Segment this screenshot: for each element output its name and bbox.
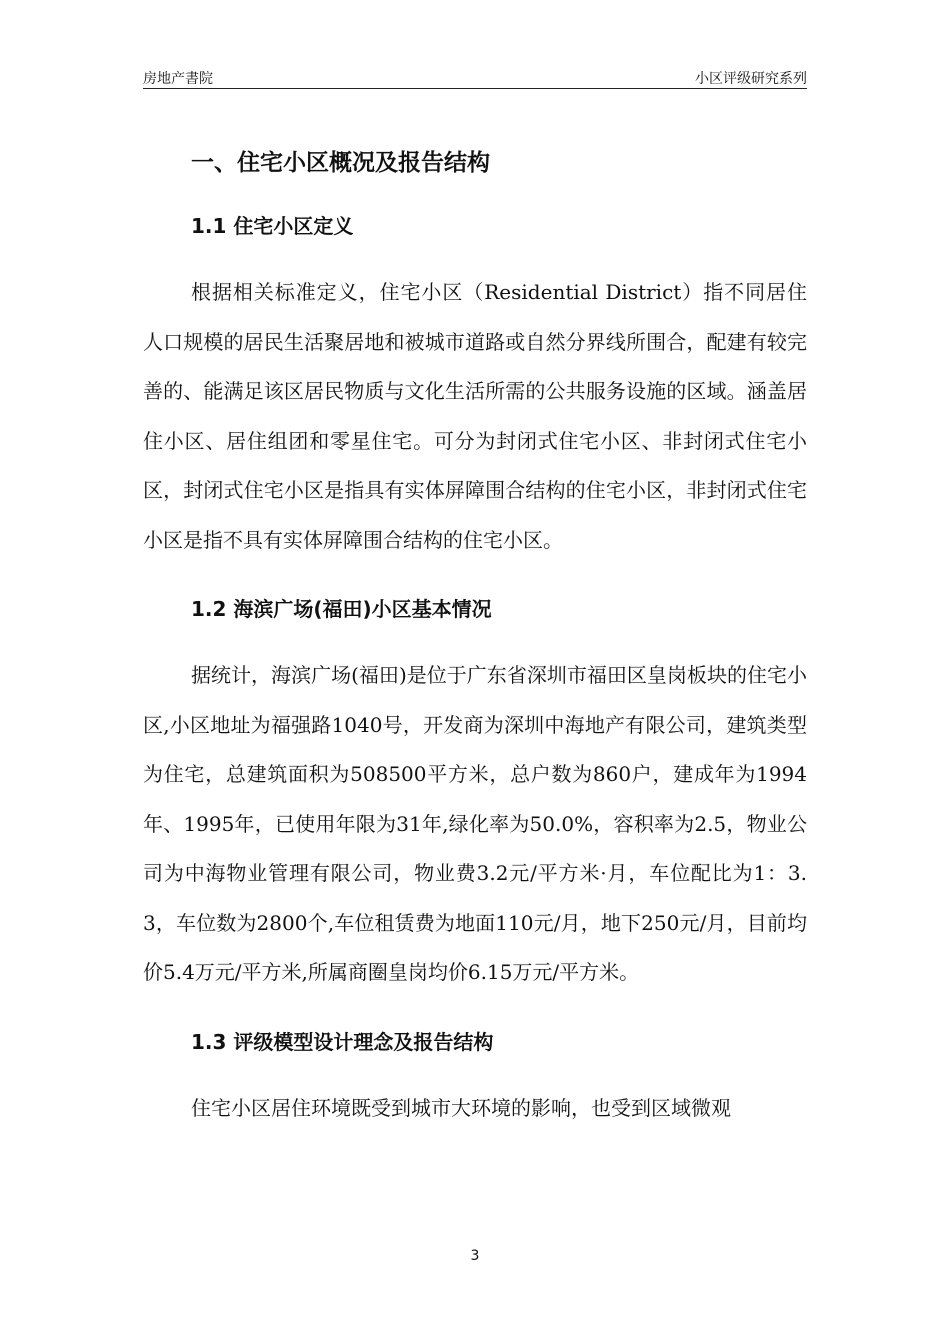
subsection-heading-1-2: 1.2 海滨广场(福田)小区基本情况	[191, 597, 492, 621]
subsection-body-1-2: 据统计，海滨广场(福田)是位于广东省深圳市福田区皇岗板块的住宅小区,小区地址为福强路1040号，开发商为深圳中海地产有限公司，建筑类型为住宅，总建筑面积为508500平方米，总户数为860户，建成年为1994年、1995年，已使用年限为31年,绿化率为50.0%，容积率为2.5，物业公司为中海物业管理有限公司，物业费3.2元/平方米·月，车位配比为1：3.3，车位数为2800个,车位租赁费为地面110元/月，地下250元/月，目前均价5.4万元/平方米,所属商圈皇岗均价6.15万元/平方米。	[143, 663, 807, 984]
subsection-heading-1-1: 1.1 住宅小区定义	[191, 214, 354, 238]
page-number: 3	[470, 1248, 480, 1264]
page-content	[143, 140, 807, 1133]
subsection-heading-1-3: 1.3 评级模型设计理念及报告结构	[191, 1029, 494, 1054]
subsection-body-1-1: 根据相关标准定义，住宅小区（Residential District）指不同居住人口规模的居民生活聚居地和被城市道路或自然分界线所围合，配建有较完善的、能满足该区居民物质与文化生活所需的公共服务设施的区域。涵盖居住小区、居住组团和零星住宅。可分为封闭式住宅小区、非封闭式住宅小区，封闭式住宅小区是指具有实体屏障围合结构的住宅小区，非封闭式住宅小区是指不具有实体屏障围合结构的住宅小区。	[143, 280, 807, 552]
section-title: 一、住宅小区概况及报告结构	[191, 150, 490, 176]
header-right-title: 小区评级研究系列	[695, 71, 807, 87]
header-left-title: 房地产書院	[143, 71, 213, 87]
subsection-body-1-3: 住宅小区居住环境既受到城市大环境的影响，也受到区域微观	[191, 1095, 731, 1120]
page-header	[143, 66, 807, 89]
